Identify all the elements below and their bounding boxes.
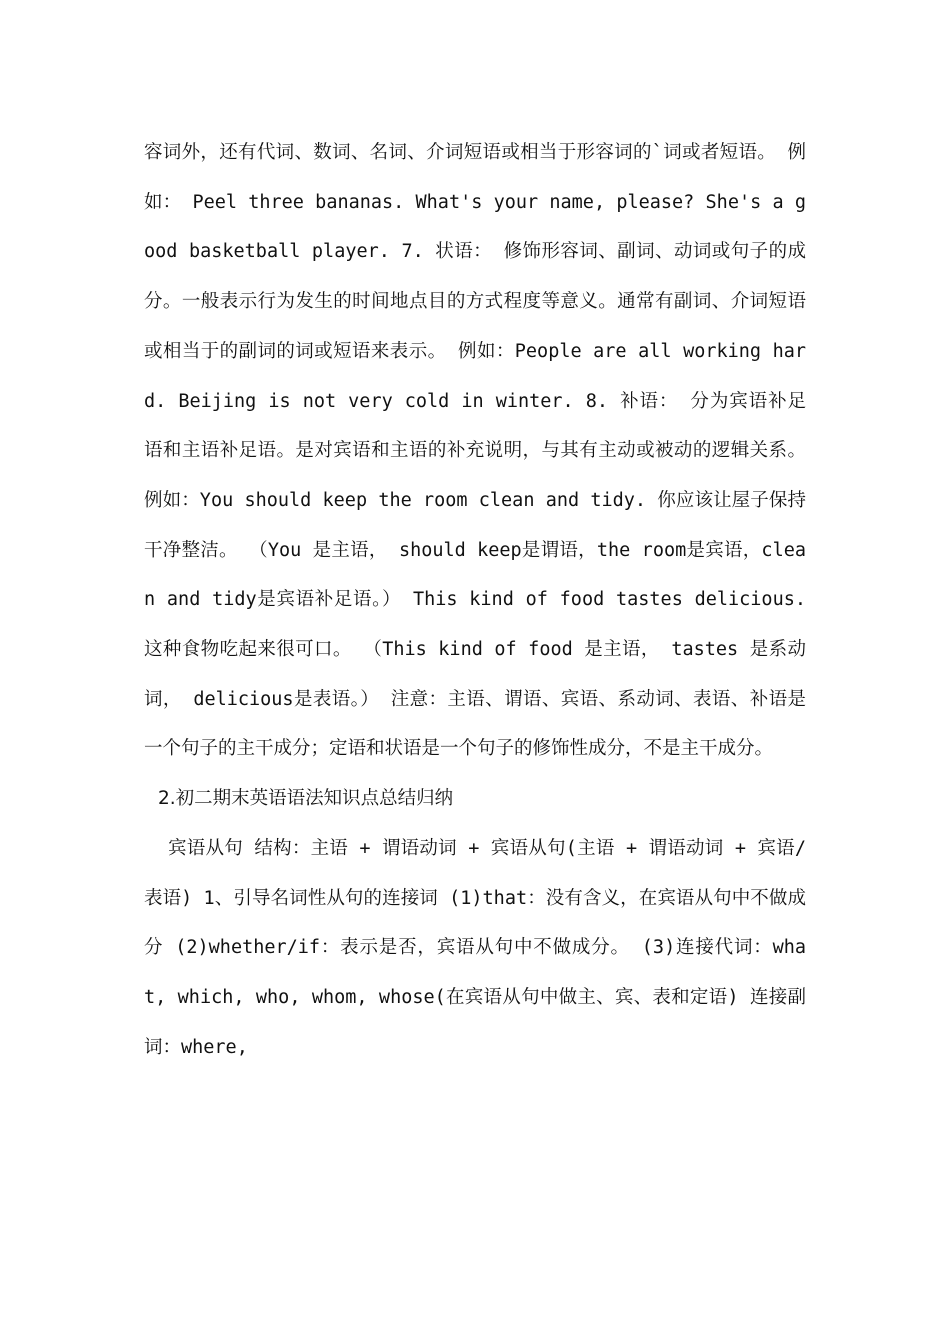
body-paragraph: 容词外，还有代词、数词、名词、介词短语或相当于形容词的`词或者短语。 例如： Peel three bananas. What's your name, please? She's a good basketball player. 7. 状语： 修饰形容词、副词、动词或句子的成分。一般表示行为发生的时间地点目的方式程度等意义。通常有副词、介词短语或相当于的副词的词或短语来表示。 例如：People are all working hard. Beijing is not very cold in winter. 8. 补语： 分为宾语补足语和主语补足语。是对宾语和主语的补充说明，与其有主动或被动的逻辑关系。 例如：You should keep the room clean and tidy. 你应该让屋子保持干净整洁。 （You 是主语， should keep是谓语，the room是宾语，clean and tidy是宾语补足语。） This kind of food tastes delicious. 这种食物吃起来很可口。 （This kind of food 是主语， tastes 是系动词， delicious是表语。） 注意：主语、谓语、宾语、系动词、表语、补语是一个句子的主干成分；定语和状语是一个句子的修饰性成分，不是主干成分。: [144, 142, 806, 760]
document-page: [144, 128, 806, 1072]
section-heading: 2.初二期末英语语法知识点总结归纳: [158, 788, 454, 810]
body-paragraph: 宾语从句 结构：主语 + 谓语动词 + 宾语从句(主语 + 谓语动词 + 宾语/表语) 1、引导名词性从句的连接词 (1)that：没有含义，在宾语从句中不做成分 (2)whether/if：表示是否，宾语从句中不做成分。 (3)连接代词：what, which, who, whom, whose(在宾语从句中做主、宾、表和定语) 连接副词：where,: [144, 837, 806, 1058]
